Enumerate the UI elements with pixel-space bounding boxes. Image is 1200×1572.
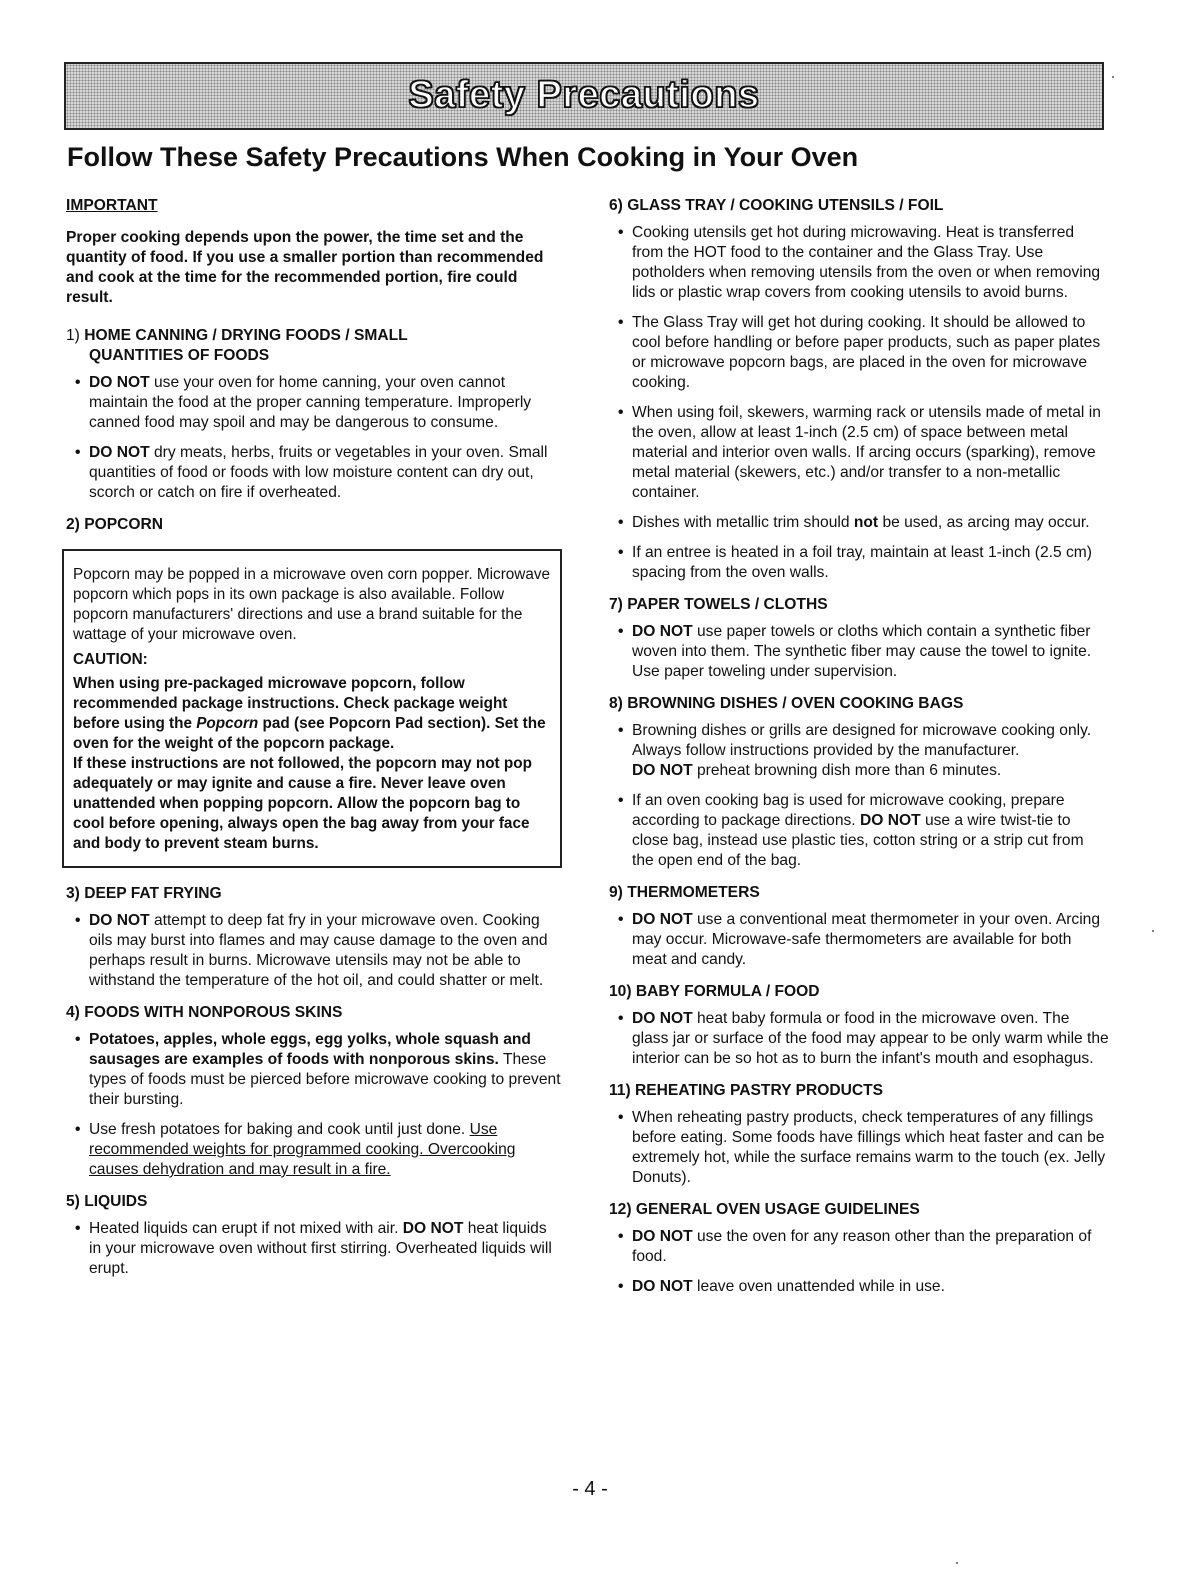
list-item [66,443,562,503]
item-text: be used, as arcing may occur. [878,514,1090,531]
important-heading: IMPORTANT [66,197,158,214]
list-item [66,1030,562,1110]
section-1-title: HOME CANNING / DRYING FOODS / SMALL [84,327,408,344]
title-banner [64,62,1104,130]
caution-warning: If these instructions are not followed, the popcorn may not pop adequately or may ignite and cause a fire. Never leave oven unattended when popping popcorn. Allow the popcorn bag to cool before opening, always open the bag away from your face and body to prevent steam burns. [73,755,532,852]
list-item [66,1219,562,1279]
section-8-heading: 8) BROWNING DISHES / OVEN COOKING BAGS [609,695,964,712]
section-8-list [609,721,1109,871]
emphasis: DO NOT [632,623,693,640]
section-1-heading [66,326,562,366]
item-text: Dishes with metallic trim should [632,514,854,531]
item-text: These types of foods must be pierced before microwave cooking to prevent their bursting. [89,1051,561,1108]
section-5-heading: 5) LIQUIDS [66,1193,148,1210]
list-item [609,791,1109,871]
section-4-heading: 4) FOODS WITH NONPOROUS SKINS [66,1004,343,1021]
emphasis: DO NOT [89,374,150,391]
list-item [609,1277,1109,1297]
section-10-heading: 10) BABY FORMULA / FOOD [609,983,820,1000]
page-heading: Follow These Safety Precautions When Cooking in Your Oven [67,142,859,172]
list-item [66,1120,562,1180]
section-12-list [609,1227,1109,1297]
section-9-list [609,910,1109,970]
section-7-heading: 7) PAPER TOWELS / CLOTHS [609,596,828,613]
section-2-heading: 2) POPCORN [66,516,164,533]
section-1-list [66,373,562,503]
left-column [66,196,562,1291]
section-5-list [66,1219,562,1279]
emphasis: DO NOT [89,912,150,929]
section-11-list [609,1108,1109,1188]
emphasis: DO NOT [402,1220,464,1237]
item-text: use a wire twist-tie to close bag, instead use plastic ties, cotton string or a strip cut from the open end of the bag. [632,812,1084,869]
scan-speck [1152,930,1154,932]
emphasis: Potatoes, apples, whole eggs, egg yolks, whole squash and sausages are examples of foods with nonporous skins. [89,1031,531,1068]
list-item: • The Glass Tray will get hot during cooking. It should be allowed to cool before handling or before paper products, such as paper plates or microwave popcorn bags, are placed in the oven for microwave cooking. [609,313,1109,393]
popcorn-box [62,549,562,868]
list-item [609,1009,1109,1069]
item-text: attempt to deep fat fry in your microwave oven. Cooking oils may burst into flames and may cause damage to the oven and perhaps result in burns. Microwave utensils may not be able to withstand the temperature of the hot oil, and could shatter or melt. [89,912,548,989]
section-7-list [609,622,1109,682]
scan-speck [1112,76,1114,78]
item-text: Heated liquids can erupt if not mixed with air. [89,1220,403,1237]
list-item [66,373,562,433]
list-item: • Cooking utensils get hot during microwaving. Heat is transferred from the HOT food to the container and the Glass Tray. Use potholders when removing utensils from the oven or when removing lids or plastic wrap covers from cooking utensils to avoid burns. [609,223,1109,303]
banner-title: Safety Precautions [408,73,760,116]
item-text: If an oven cooking bag is used for microwave cooking, prepare according to package directions. [632,792,1065,829]
list-item [609,1227,1109,1267]
section-10-list [609,1009,1109,1069]
item-text: leave oven unattended while in use. [692,1278,945,1295]
caution-italic: Popcorn [196,715,259,732]
caution-text [73,674,552,754]
item-text: dry meats, herbs, fruits or vegetables in your oven. Small quantities of food or foods with low moisture content can dry out, scorch or catch on fire if overheated. [89,444,548,501]
section-6-heading: 6) GLASS TRAY / COOKING UTENSILS / FOIL [609,197,944,214]
popcorn-text: Popcorn may be popped in a microwave oven corn popper. Microwave popcorn which pops in its own package is also available. Follow popcorn manufacturers' directions and use a brand suitable for the wattage of your microwave oven. [73,566,551,643]
underlined-warning: Use recommended weights for programmed cooking. Overcooking causes dehydration and may result in a fire. [89,1121,516,1178]
right-column [609,196,1109,1309]
section-9-heading: 9) THERMOMETERS [609,884,760,901]
emphasis: DO NOT [89,444,150,461]
list-item [609,910,1109,970]
emphasis: DO NOT [859,812,921,829]
caution-text-a: When using pre-packaged microwave popcorn, follow recommended package instructions. Check package weight before using the [73,675,508,732]
item-text: preheat browning dish more than 6 minutes. [692,762,1002,779]
section-6-list [609,223,1109,583]
section-1-number: 1) [66,327,80,344]
item-text: use a conventional meat thermometer in your oven. Arcing may occur. Microwave-safe thermometers are available for both meat and candy. [632,911,1101,968]
page-number: - 4 - [572,1478,608,1500]
section-3-list [66,911,562,991]
emphasis: DO NOT [632,1010,693,1027]
scan-speck [956,1562,958,1564]
list-item: • When reheating pastry products, check temperatures of any fillings before eating. Some foods have fillings which heat faster and can be extremely hot, while the surface remains warm to the touch (ex. Jelly Donuts). [609,1108,1109,1188]
item-text: heat baby formula or food in the microwave oven. The glass jar or surface of the food may appear to be only warm while the interior can be so hot as to burn the infant's mouth and esophagus. [632,1010,1109,1067]
section-11-heading: 11) REHEATING PASTRY PRODUCTS [609,1082,884,1099]
list-item [66,911,562,991]
list-item [609,622,1109,682]
important-text: Proper cooking depends upon the power, the time set and the quantity of food. If you use a smaller portion than recommended and cook at the time for the recommended portion, fire could result. [66,229,544,306]
emphasis: not [853,514,879,531]
section-3-heading: 3) DEEP FAT FRYING [66,885,222,902]
item-text: Browning dishes or grills are designed for microwave cooking only. Always follow instructions provided by the manufacturer. [632,722,1092,759]
emphasis: DO NOT [632,762,693,779]
emphasis: DO NOT [632,911,693,928]
list-item: • When using foil, skewers, warming rack or utensils made of metal in the oven, allow at least 1-inch (2.5 cm) of space between metal material and interior oven walls. If arcing occurs (sparking), remove metal material (skewers, etc.) and/or transfer to a non-metallic container. [609,403,1109,503]
emphasis: DO NOT [632,1228,693,1245]
caution-label: CAUTION: [73,651,148,668]
section-4-list [66,1030,562,1180]
caution-text-b: pad (see Popcorn Pad section). Set the oven for the weight of the popcorn package. [73,715,546,752]
item-text: use the oven for any reason other than the preparation of food. [632,1228,1092,1265]
list-item [609,721,1109,781]
item-text: use paper towels or cloths which contain a synthetic fiber woven into them. The synthetic fiber may cause the towel to ignite. Use paper toweling under supervision. [632,623,1092,680]
emphasis: DO NOT [632,1278,693,1295]
item-text: Use fresh potatoes for baking and cook until just done. [89,1121,466,1138]
item-text: heat liquids in your microwave oven without first stirring. Overheated liquids will erupt. [89,1220,552,1277]
section-12-heading: 12) GENERAL OVEN USAGE GUIDELINES [609,1201,920,1218]
list-item [609,513,1109,533]
section-1-title-cont: QUANTITIES OF FOODS [89,347,270,364]
list-item: • If an entree is heated in a foil tray, maintain at least 1-inch (2.5 cm) spacing from the oven walls. [609,543,1109,583]
item-text: use your oven for home canning, your oven cannot maintain the food at the proper canning temperature. Improperly canned food may spoil and may be dangerous to consume. [89,374,532,431]
